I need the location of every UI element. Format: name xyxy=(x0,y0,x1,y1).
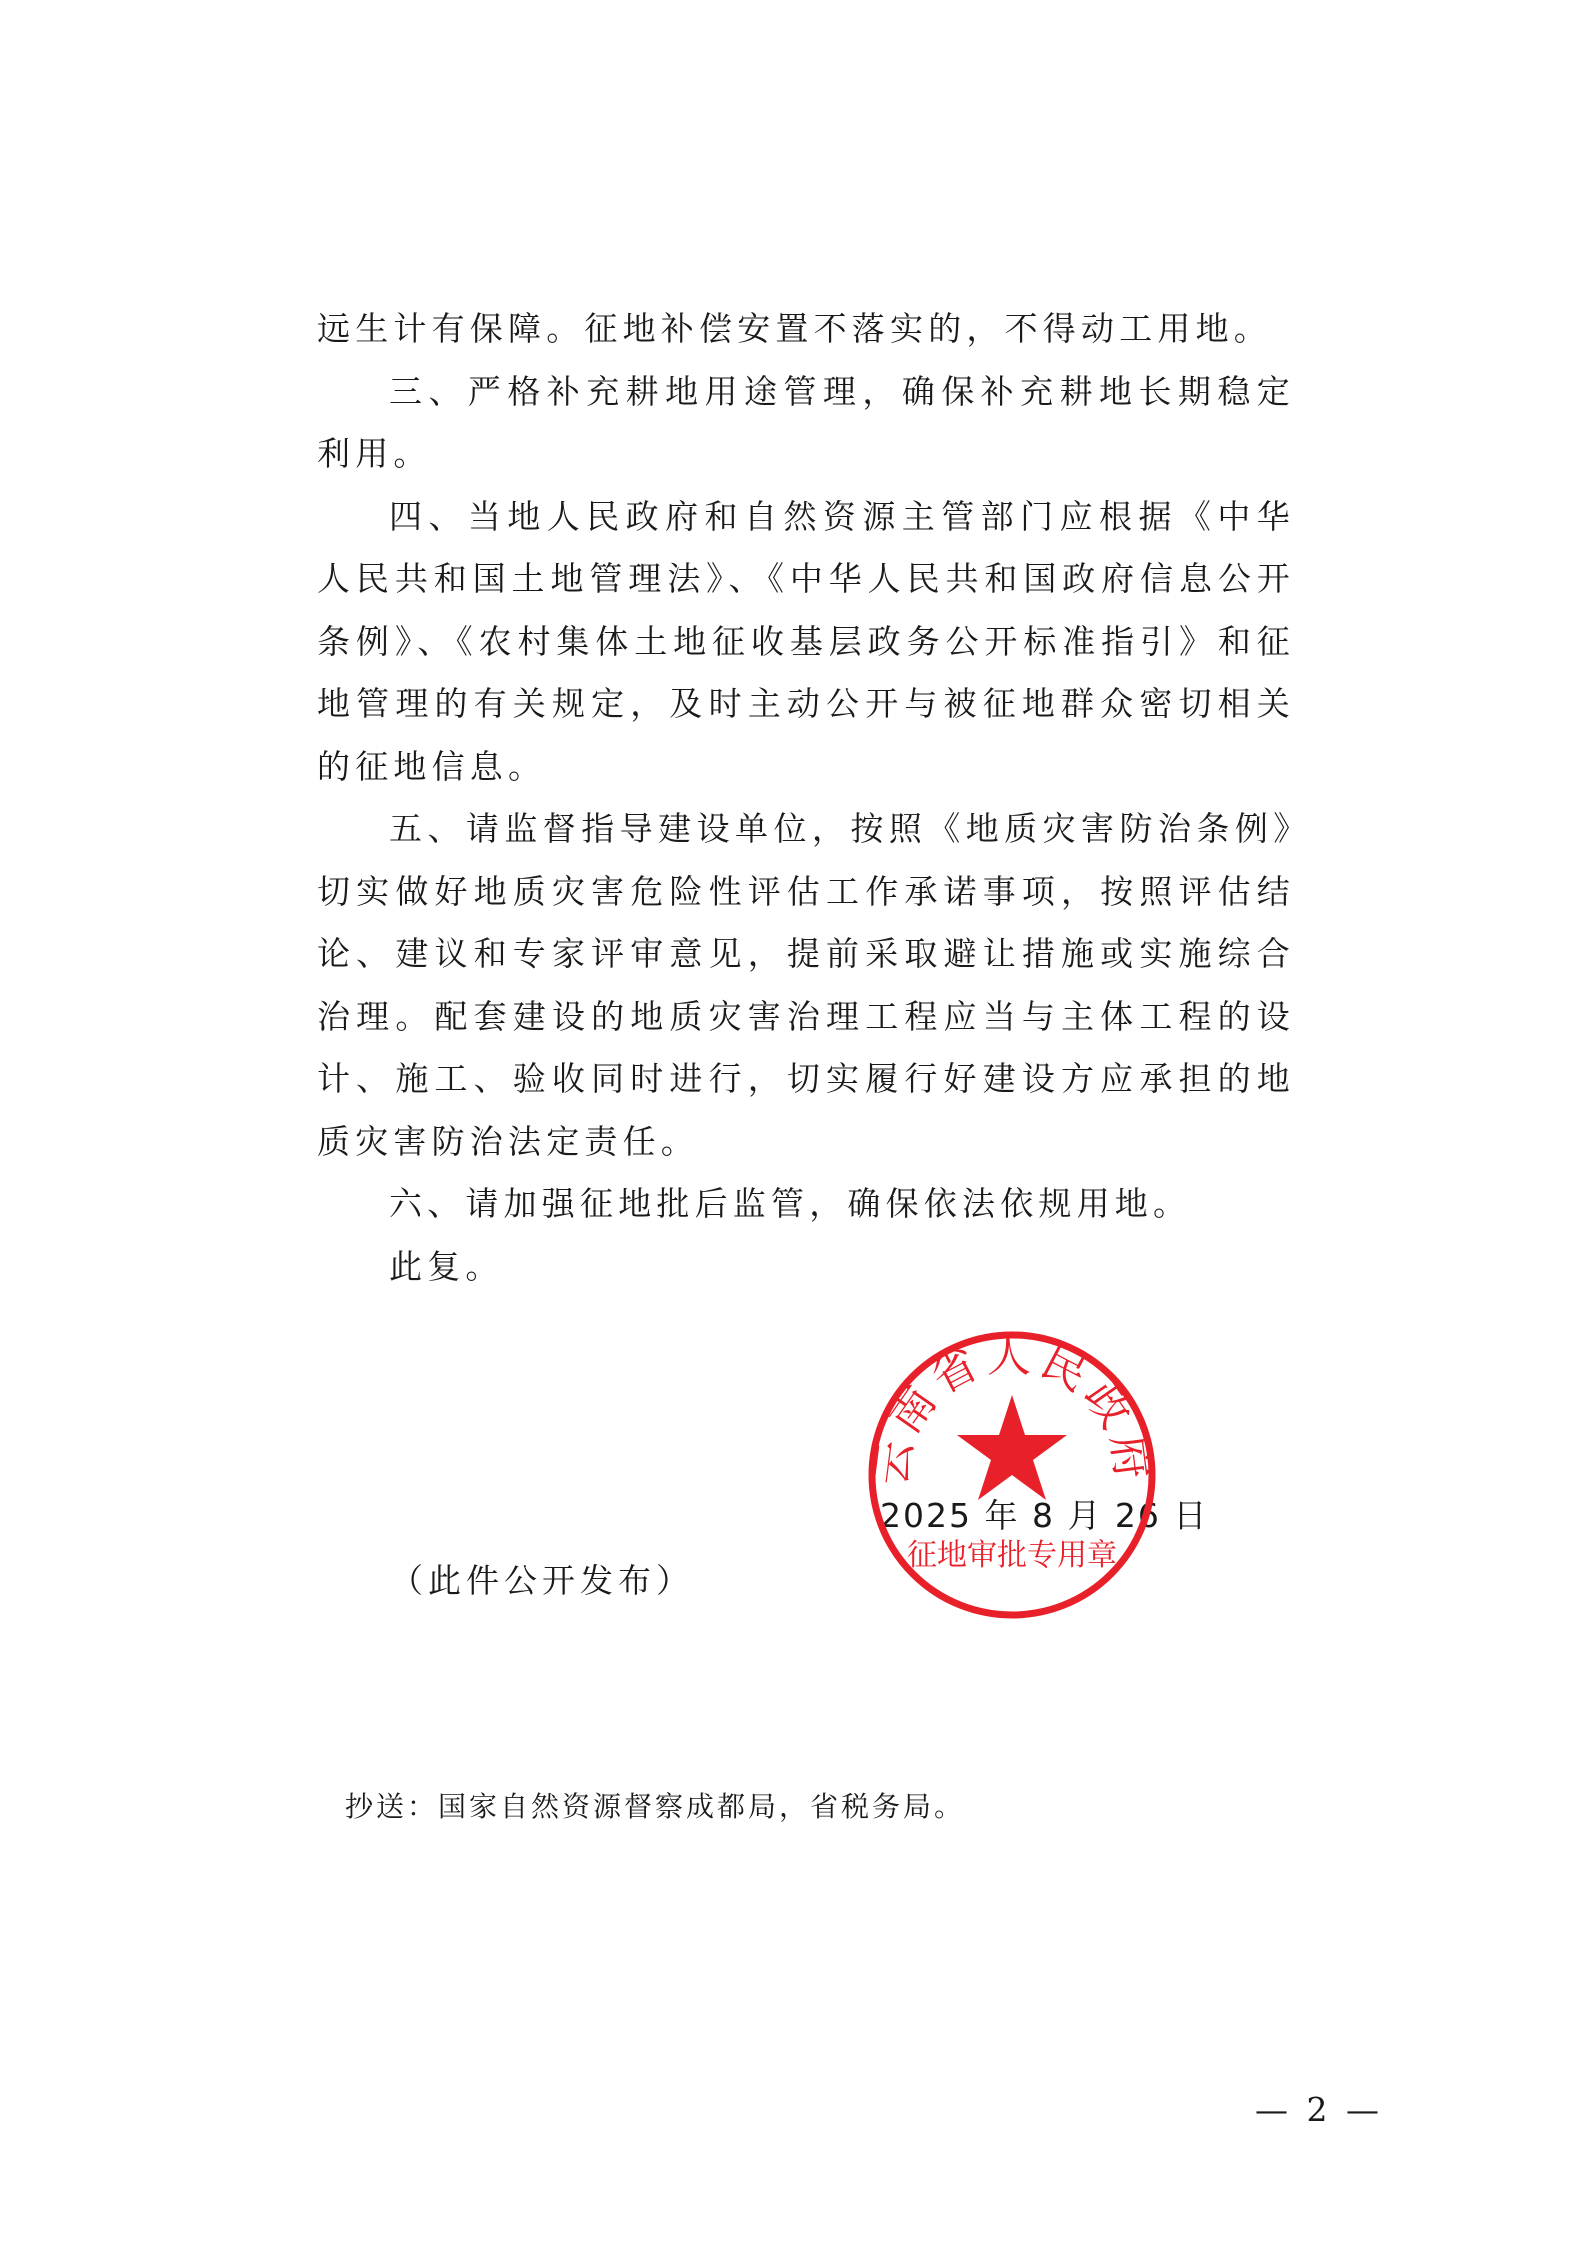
page-number: — 2 — xyxy=(1255,2090,1383,2129)
seal-bottom-text: 征地审批专用章 xyxy=(907,1538,1117,1573)
cc-line: 抄送：国家自然资源督察成都局，省税务局。 xyxy=(345,1790,966,1823)
official-seal xyxy=(862,1325,1162,1625)
body-text xyxy=(317,298,1295,1298)
paragraph-5: 六、请加强征地批后监管，确保依法依规用地。 xyxy=(389,1184,1192,1223)
paragraph-3: 四、当地人民政府和自然资源主管部门应根据《中华人民共和国土地管理法》、《中华人民共和国政府信息公开条例》、《农村集体土地征收基层政务公开标准指引》和征地管理的有关规定，及时主动公开与被征地群众密切相关的征地信息。 xyxy=(317,496,1295,786)
seal-star-icon xyxy=(957,1395,1067,1500)
paragraph-1: 远生计有保障。征地补偿安置不落实的，不得动工用地。 xyxy=(317,309,1272,348)
seal-arc-text: 云南省人民政府 xyxy=(865,1331,1159,1489)
paragraph-6: 此复。 xyxy=(389,1246,504,1286)
paragraph-4: 五、请监督指导建设单位，按照《地质灾害防治条例》切实做好地质灾害危险性评估工作承诺事项，按照评估结论、建议和专家评审意见，提前采取避让措施或实施综合治理。配套建设的地质灾害治理工程应当与主体工程的设计、施工、验收同时进行，切实履行好建设方应承担的地质灾害防治法定责任。 xyxy=(317,809,1295,1161)
paragraph-2: 三、严格补充耕地用途管理，确保补充耕地长期稳定利用。 xyxy=(317,371,1295,473)
public-release-note: （此件公开发布） xyxy=(390,1561,694,1600)
signature-date: 2025 年 8 月 26 日 xyxy=(880,1496,1209,1535)
